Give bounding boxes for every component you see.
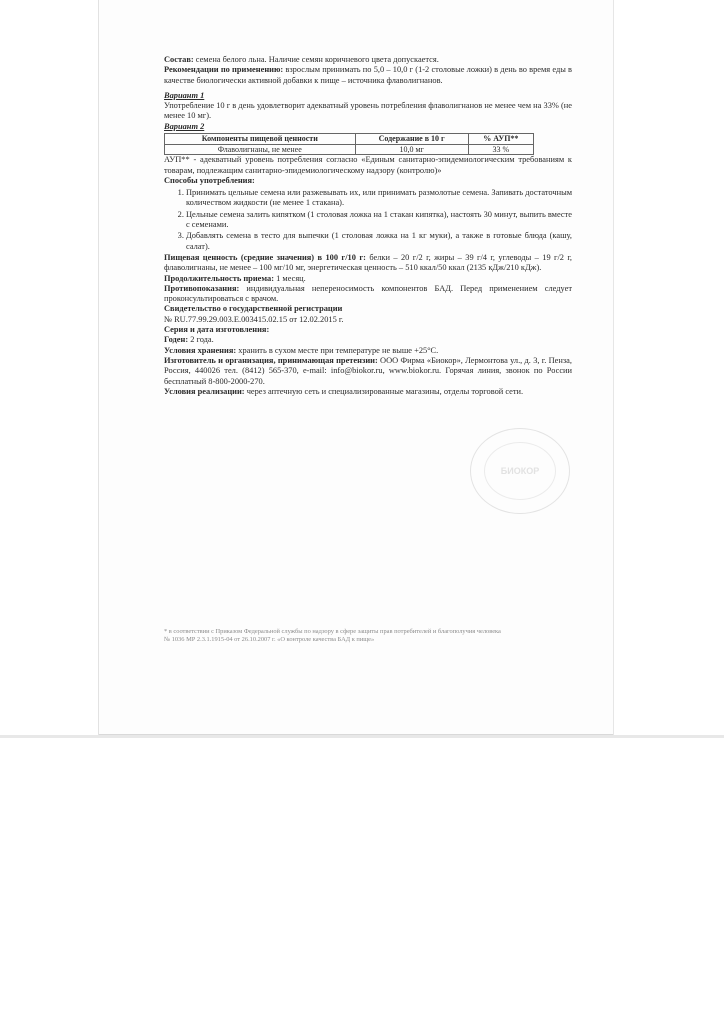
batch-paragraph [164,325,572,335]
composition-label: Состав: [164,55,194,64]
composition-table [164,133,534,155]
table-row [165,144,534,155]
usage-methods-label: Способы употребления: [164,175,255,185]
list-item: 2. Цельные семена залить кипятком (1 столовая ложка на 1 стакан кипятка), настоять 30 минут, выпить вместе с семенами. [186,210,572,231]
variant1-title: Вариант 1 [164,90,205,100]
stamp-text: БИОКОР [500,466,540,476]
variant2-title: Вариант 2 [164,121,205,131]
footnote-line: * в соответствии с Приказом Федеральной службы по надзору в сфере защиты прав потребителей и благополучия человека [164,628,501,635]
recommendations-label: Рекомендации по применению: [164,65,284,75]
footnote [164,628,572,644]
nutrition-text: белки – 20 г/2 г, жиры – 39 г/4 г, углеводы – 19 г/2 г, флаволигнаны, не менее – 100 мг/10 мг, энергетическая ценность – 510 ккал/50 ккал (2135 кДж/210 кДж). [164,252,572,273]
storage-text: хранить в сухом месте при температуре не выше +25°С. [236,345,439,355]
usage-methods-list [164,188,572,252]
contraindications-paragraph [164,284,572,305]
duration-paragraph [164,274,572,284]
duration-text: 1 месяц. [274,273,306,283]
registration-label: Свидетельство о государственной регистрации [164,304,343,314]
shelf-life-label: Годен: [164,335,189,345]
stamp-inner-ring [484,442,556,500]
recommendations-paragraph [164,65,572,86]
nutrition-label: Пищевая ценность (средние значения) в 100 г/10 г: [164,252,366,262]
shelf-life-paragraph [164,335,572,345]
storage-label: Условия хранения: [164,345,237,355]
table-cell: Флаволигнаны, не менее [165,144,356,155]
table-header-row [165,134,534,145]
table-header-cell: Содержание в 10 г [355,134,468,145]
faded-stamp [470,428,570,514]
batch-label: Серия и дата изготовления: [164,325,270,335]
composition-paragraph [164,55,572,65]
duration-label: Продолжительность приема: [164,273,275,283]
aup-note: АУП** - адекватный уровень потребления согласно «Единым санитарно-эпидемиологическим требованиям к товарам, подлежащим санитарно-эпидемиологическому надзору (контролю)» [164,155,572,175]
list-item: 3. Добавлять семена в тесто для выпечки (1 столовая ложка на 1 кг муки), а также в готовые блюда (кашу, салат). [186,231,572,252]
document-body [164,55,572,397]
nutrition-paragraph [164,253,572,274]
sales-paragraph [164,387,572,397]
scan-edge [0,735,724,738]
table-header-cell: % АУП** [468,134,533,145]
storage-paragraph [164,346,572,356]
sales-text: через аптечную сеть и специализированные магазины, отделы торговой сети. [244,386,524,396]
table-header-cell: Компоненты пищевой ценности [165,134,356,145]
contraindications-text: индивидуальная непереносимость компонентов БАД. Перед применением следует проконсультироваться с врачом. [164,283,572,304]
manufacturer-label: Изготовитель и организация, принимающая претензии: [164,355,378,365]
registration-text: № RU.77.99.29.003.Е.003415.02.15 от 12.02.2015 г. [164,314,344,324]
footnote-line: № 1036 МР 2.3.1.1915-04 от 26.10.2007 г. «О контроле качества БАД к пище» [164,636,375,643]
recommendations-text: взрослым принимать по 5,0 – 10,0 г (1-2 столовые ложки) в день во время еды в качестве биологически активной добавки к пище – источника флаволигнанов. [164,65,572,85]
contraindications-label: Противопоказания: [164,283,240,293]
sales-label: Условия реализации: [164,386,245,396]
list-item: 1. Принимать цельные семена или разжевывать их, или принимать размолотые семена. Запивать достаточным количеством жидкости (не менее 1 стакана). [186,188,572,209]
manufacturer-paragraph [164,356,572,387]
manufacturer-text: ООО Фирма «Биокор», Лермонтова ул., д. 3, г. Пенза, Россия, 440026 тел. (8412) 565-370, e-mail: info@biokor.ru, www.biokor.ru. Горячая линия, звонок по России бесплатный 8-800-2000-270. [164,355,572,386]
composition-text: семена белого льна. Наличие семян коричневого цвета допускается. [193,55,439,64]
table-cell: 10,0 мг [355,144,468,155]
shelf-life-text: 2 года. [188,335,214,345]
table-cell: 33 % [468,144,533,155]
variant1-text: Употребление 10 г в день удовлетворит адекватный уровень потребления флаволигнанов не менее чем на 33% (не менее 10 мг). [164,101,572,121]
